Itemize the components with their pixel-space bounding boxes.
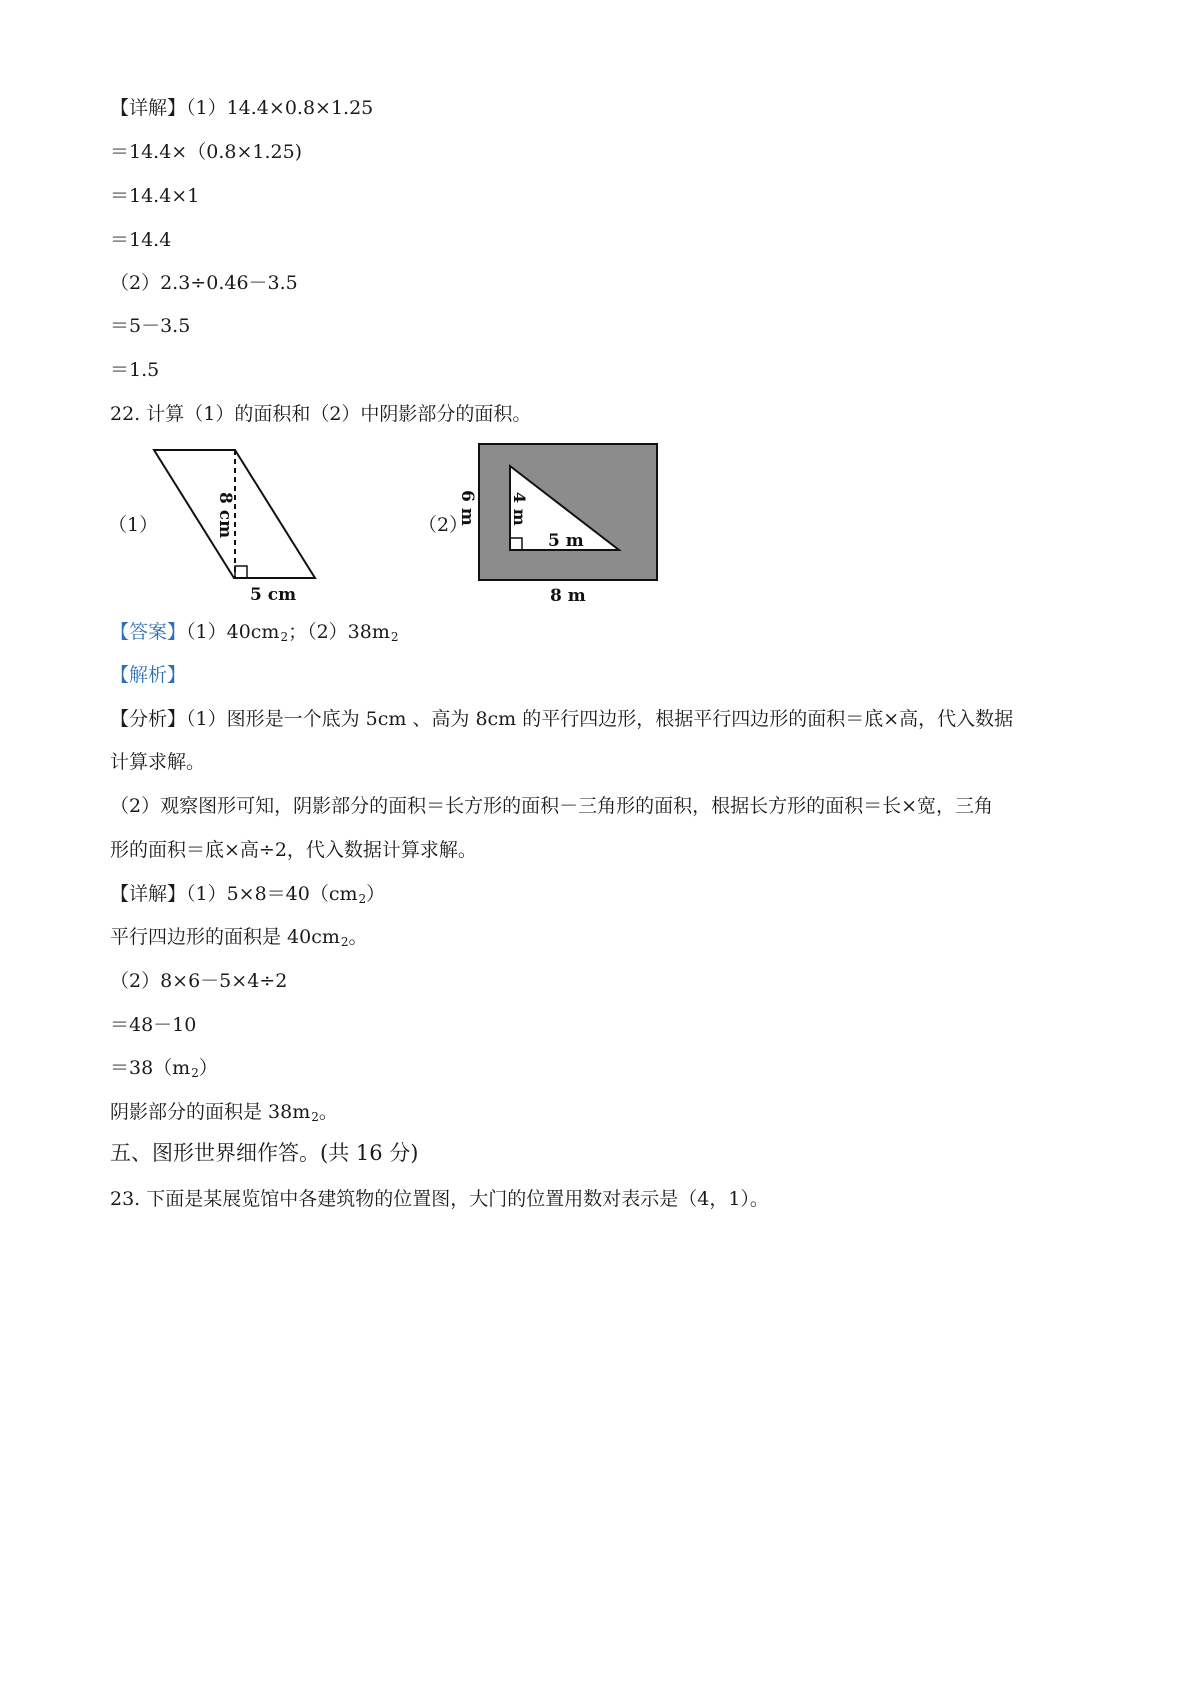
detail-line-4: ＝48－10 (110, 1014, 197, 1036)
triangle-height-label: 4 m (510, 492, 529, 526)
detail-5-text: ＝38（m (110, 1057, 191, 1079)
detail-5-sup: 2 (191, 1066, 199, 1080)
solution-line-7: ＝1.5 (110, 359, 160, 381)
detail-6-sup: 2 (311, 1110, 319, 1124)
detail-2-sup: 2 (340, 935, 349, 949)
detail-line-3: （2）8×6－5×4÷2 (110, 970, 288, 992)
answer-sup-2: 2 (390, 630, 399, 644)
rectangle-figure (452, 438, 712, 610)
analysis-p1-cont: 计算求解。 (110, 751, 206, 773)
detail-2-end: 。 (348, 926, 368, 948)
detail-line-6 (110, 1100, 338, 1129)
detail-1-text: 【详解】（1）5×8＝40（cm (110, 883, 358, 905)
rect-width-label: 8 m (550, 586, 586, 606)
answer-part-2: ；（2）38m (288, 621, 390, 643)
detail-6-end: 。 (318, 1101, 338, 1123)
answer-part-1: （1）40cm (186, 621, 280, 643)
answer-tag: 【答案】 (110, 621, 187, 643)
analysis-p1: 【分析】（1）图形是一个底为 5cm 、高为 8cm 的平行四边形，根据平行四边形的面积＝底×高，代入数据 (110, 708, 1014, 730)
question-23: 23. 下面是某展览馆中各建筑物的位置图，大门的位置用数对表示是（4，1）。 (110, 1188, 769, 1210)
solution-line-6: ＝5－3.5 (110, 315, 191, 337)
figure-2-label: （2） (418, 514, 469, 536)
detail-5-end: ） (198, 1057, 218, 1079)
solution-line-3: ＝14.4×1 (110, 185, 200, 207)
detail-1-end: ） (366, 883, 386, 905)
detail-2-text: 平行四边形的面积是 40cm (110, 926, 340, 948)
detail-line-2 (110, 925, 368, 954)
right-angle-mark (235, 566, 247, 578)
analysis-p2: （2）观察图形可知，阴影部分的面积＝长方形的面积－三角形的面积，根据长方形的面积＝长×宽，三角 (110, 795, 994, 817)
section-5-heading: 五、图形世界细作答。(共 16 分) (110, 1141, 419, 1165)
parallelogram-figure (140, 440, 340, 610)
analysis-p2-cont: 形的面积＝底×高÷2，代入数据计算求解。 (110, 839, 477, 861)
detail-line-5 (110, 1056, 218, 1085)
triangle-base-label: 5 m (548, 531, 584, 551)
base-label: 5 cm (250, 585, 297, 605)
solution-line-2: ＝14.4×（0.8×1.25) (110, 141, 303, 163)
answer-sup-1: 2 (280, 630, 289, 644)
detail-6-text: 阴影部分的面积是 38m (110, 1101, 311, 1123)
height-label: 8 cm (215, 492, 235, 539)
detail-line-1 (110, 882, 385, 911)
figure-1-label: （1） (108, 514, 159, 536)
detail-1-sup: 2 (358, 892, 367, 906)
question-22: 22. 计算（1）的面积和（2）中阴影部分的面积。 (110, 403, 532, 425)
rect-height-label: 6 m (457, 490, 477, 526)
solution-line-4: ＝14.4 (110, 229, 172, 251)
answer-line (110, 620, 399, 649)
analysis-tag: 【解析】 (110, 664, 187, 686)
solution-line-5: （2）2.3÷0.46－3.5 (110, 272, 298, 294)
solution-line-1: 【详解】（1）14.4×0.8×1.25 (110, 97, 374, 119)
